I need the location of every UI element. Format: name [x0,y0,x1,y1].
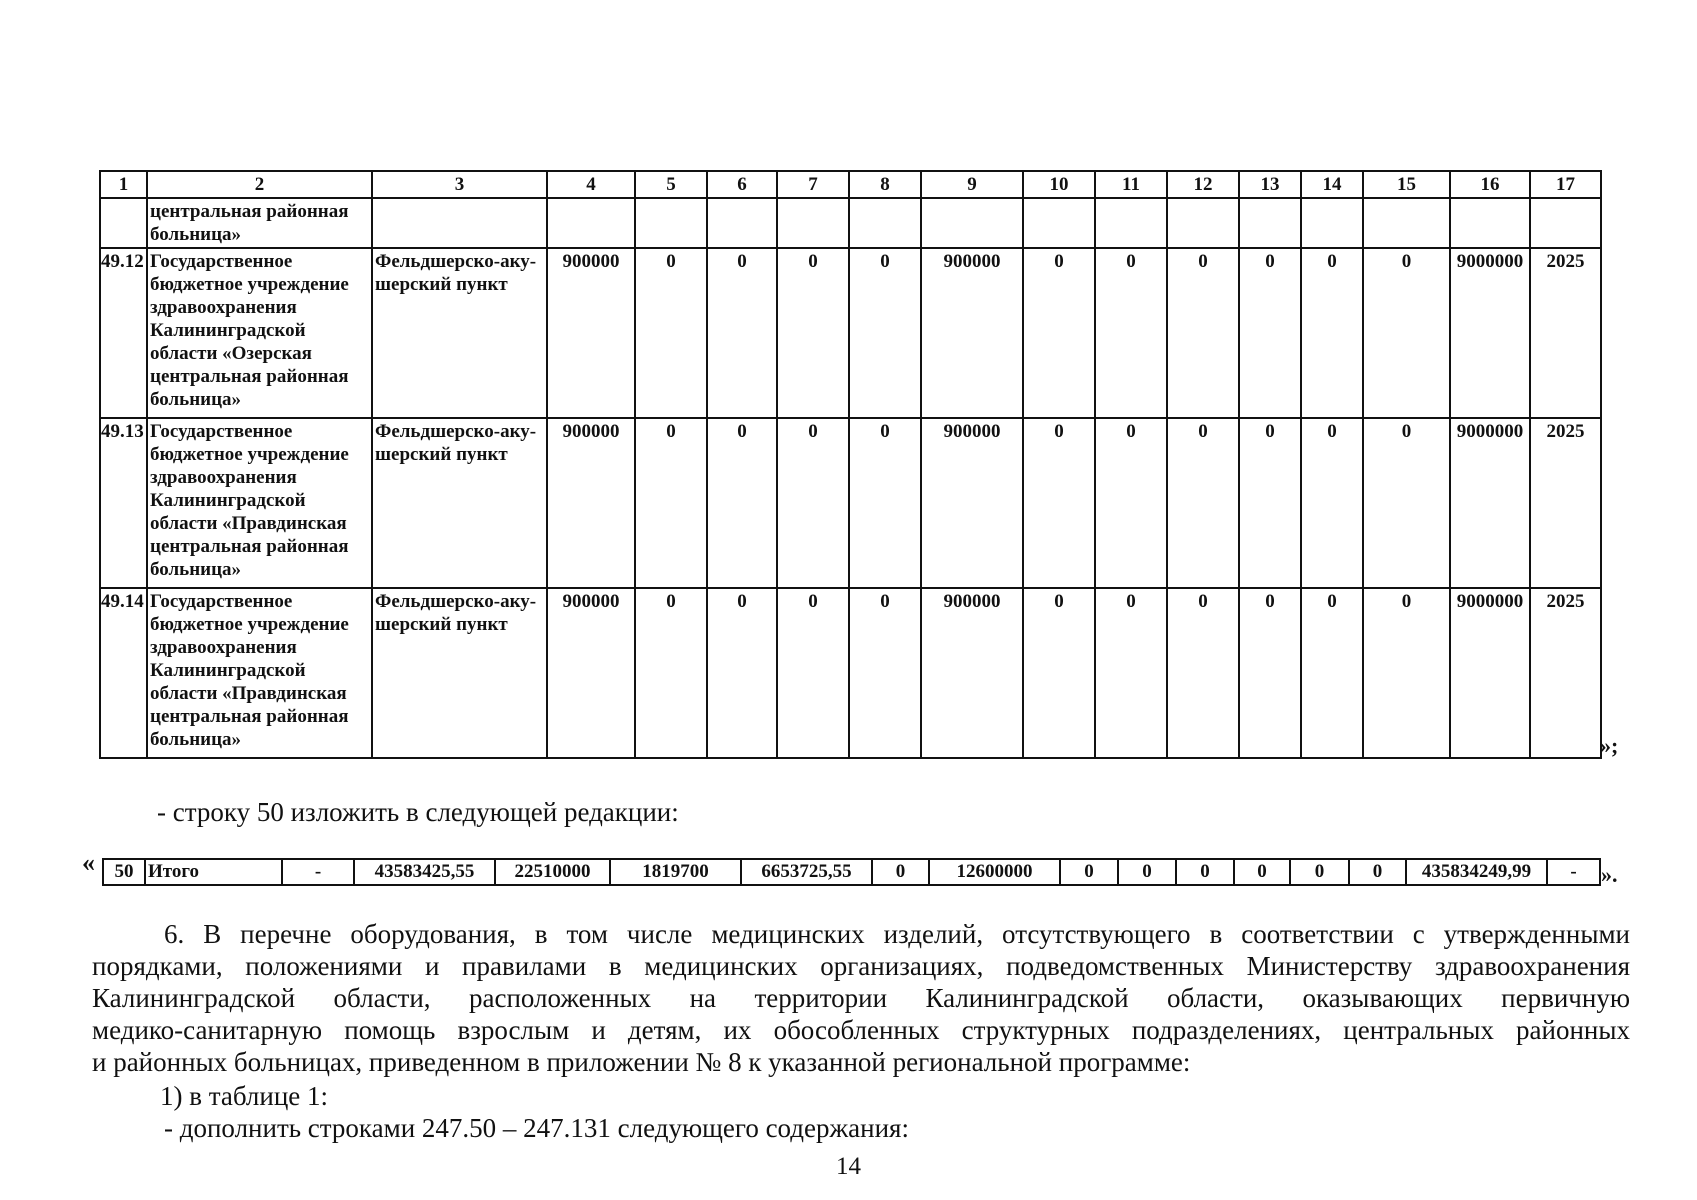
total-label-cell: Итого [145,859,282,885]
row-number-cell: 49.12 [100,248,147,418]
instruction-row50: - строку 50 изложить в следующей редакции: [157,797,679,827]
value-cell: 0 [1023,418,1095,588]
item-add-rows: - дополнить строками 247.50 – 247.131 следующего содержания: [164,1113,909,1143]
header-cell: 10 [1023,171,1095,198]
page-number: 14 [836,1153,861,1180]
total-value-cell: - [1547,859,1600,885]
value-cell: 0 [1363,248,1450,418]
header-cell: 17 [1530,171,1601,198]
value-cell: 0 [1239,248,1301,418]
object-type-cell: Фельдшерско-аку-шерский пункт [372,248,547,418]
value-cell: 900000 [921,418,1023,588]
header-cell: 2 [147,171,372,198]
value-cell: 0 [777,418,849,588]
value-cell: 0 [1363,588,1450,758]
total-row [103,859,1600,885]
header-cell: 12 [1167,171,1239,198]
paragraph-6-line: и районных больницах, приведенном в приложении № 8 к указанной региональной программе: [92,1047,1191,1077]
total-value-cell: 12600000 [929,859,1060,885]
value-cell: 0 [1023,248,1095,418]
value-cell: 0 [1301,588,1363,758]
value-cell: 0 [1239,418,1301,588]
header-cell: 16 [1450,171,1530,198]
table-row [100,248,1601,418]
row-number-cell: 49.14 [100,588,147,758]
value-cell: 0 [1301,248,1363,418]
total-value-cell: 0 [1118,859,1176,885]
value-cell: 9000000 [1450,248,1530,418]
total-value-cell: 1819700 [610,859,741,885]
cell [707,198,777,248]
cell [921,198,1023,248]
header-row [100,171,1601,198]
cell [1239,198,1301,248]
value-cell: 0 [635,248,707,418]
value-cell: 0 [707,418,777,588]
value-cell: 900000 [921,588,1023,758]
value-cell: 2025 [1530,418,1601,588]
value-cell: 0 [1363,418,1450,588]
header-cell: 1 [100,171,147,198]
object-type-cell: Фельдшерско-аку-шерский пункт [372,588,547,758]
header-cell: 11 [1095,171,1167,198]
continuation-row [100,198,1601,248]
header-cell: 3 [372,171,547,198]
row-number-cell: 49.13 [100,418,147,588]
value-cell: 0 [777,588,849,758]
value-cell: 0 [1023,588,1095,758]
value-cell: 0 [1239,588,1301,758]
total-value-cell: 0 [872,859,929,885]
cell [1167,198,1239,248]
value-cell: 900000 [921,248,1023,418]
value-cell: 9000000 [1450,588,1530,758]
value-cell: 2025 [1530,248,1601,418]
value-cell: 0 [1167,418,1239,588]
total-open-quote: « [82,848,95,877]
header-cell: 13 [1239,171,1301,198]
total-value-cell: 0 [1176,859,1234,885]
header-cell: 7 [777,171,849,198]
cell [100,198,147,248]
cell [1301,198,1363,248]
paragraph-6-line: порядками, положениями и правилами в медицинских организациях, подведомственных Министерству здравоохранения [92,951,1630,981]
cell [1095,198,1167,248]
value-cell: 0 [1167,248,1239,418]
total-value-cell: 435834249,99 [1406,859,1547,885]
cell [849,198,921,248]
paragraph-6-line: медико-санитарную помощь взрослым и детям, их обособленных структурных подразделениях, центральных районных [92,1015,1630,1045]
header-cell: 8 [849,171,921,198]
header-cell: 15 [1363,171,1450,198]
value-cell: 0 [1095,248,1167,418]
header-cell: 14 [1301,171,1363,198]
cell [372,198,547,248]
value-cell: 0 [849,418,921,588]
cell [635,198,707,248]
institution-cell: Государственное бюджетное учреждение здравоохранения Калининградской области «Правдинская центральная районная больница» [147,418,372,588]
paragraph-6 [92,918,1630,1078]
total-value-cell: 6653725,55 [741,859,872,885]
cell [1530,198,1601,248]
cell [1363,198,1450,248]
value-cell: 0 [635,588,707,758]
total-value-cell: 0 [1349,859,1406,885]
value-cell: 0 [777,248,849,418]
institution-cell: Государственное бюджетное учреждение здравоохранения Калининградской области «Правдинская центральная районная больница» [147,588,372,758]
paragraph-6-line: Калининградской области, расположенных на территории Калининградской области, оказывающих первичную [92,983,1630,1013]
total-closing-mark: ». [1601,862,1618,887]
header-cell: 5 [635,171,707,198]
institution-cell: Государственное бюджетное учреждение здравоохранения Калининградской области «Озерская центральная районная больница» [147,248,372,418]
value-cell: 900000 [547,248,635,418]
table-row [100,418,1601,588]
total-value-cell: 43583425,55 [354,859,495,885]
value-cell: 0 [1095,588,1167,758]
total-value-cell: 0 [1290,859,1349,885]
institution-cell: центральная районная больница» [147,198,372,248]
cell [777,198,849,248]
total-value-cell: - [282,859,354,885]
header-cell: 9 [921,171,1023,198]
cell [547,198,635,248]
value-cell: 900000 [547,418,635,588]
total-table [102,858,1601,886]
value-cell: 0 [1095,418,1167,588]
value-cell: 0 [849,588,921,758]
object-type-cell: Фельдшерско-аку-шерский пункт [372,418,547,588]
total-value-cell: 0 [1060,859,1118,885]
cell [1450,198,1530,248]
cell [1023,198,1095,248]
value-cell: 0 [707,248,777,418]
table-row [100,588,1601,758]
table-closing-mark: »; [1600,733,1619,758]
value-cell: 9000000 [1450,418,1530,588]
item-1: 1) в таблице 1: [160,1081,329,1111]
value-cell: 2025 [1530,588,1601,758]
value-cell: 0 [707,588,777,758]
total-value-cell: 22510000 [495,859,610,885]
header-cell: 4 [547,171,635,198]
value-cell: 0 [1167,588,1239,758]
total-value-cell: 50 [103,859,145,885]
main-table [99,170,1602,759]
total-value-cell: 0 [1234,859,1290,885]
value-cell: 0 [849,248,921,418]
header-cell: 6 [707,171,777,198]
paragraph-6-line: 6. В перечне оборудования, в том числе медицинских изделий, отсутствующего в соответствии с утвержденными [164,919,1630,949]
value-cell: 900000 [547,588,635,758]
value-cell: 0 [635,418,707,588]
value-cell: 0 [1301,418,1363,588]
